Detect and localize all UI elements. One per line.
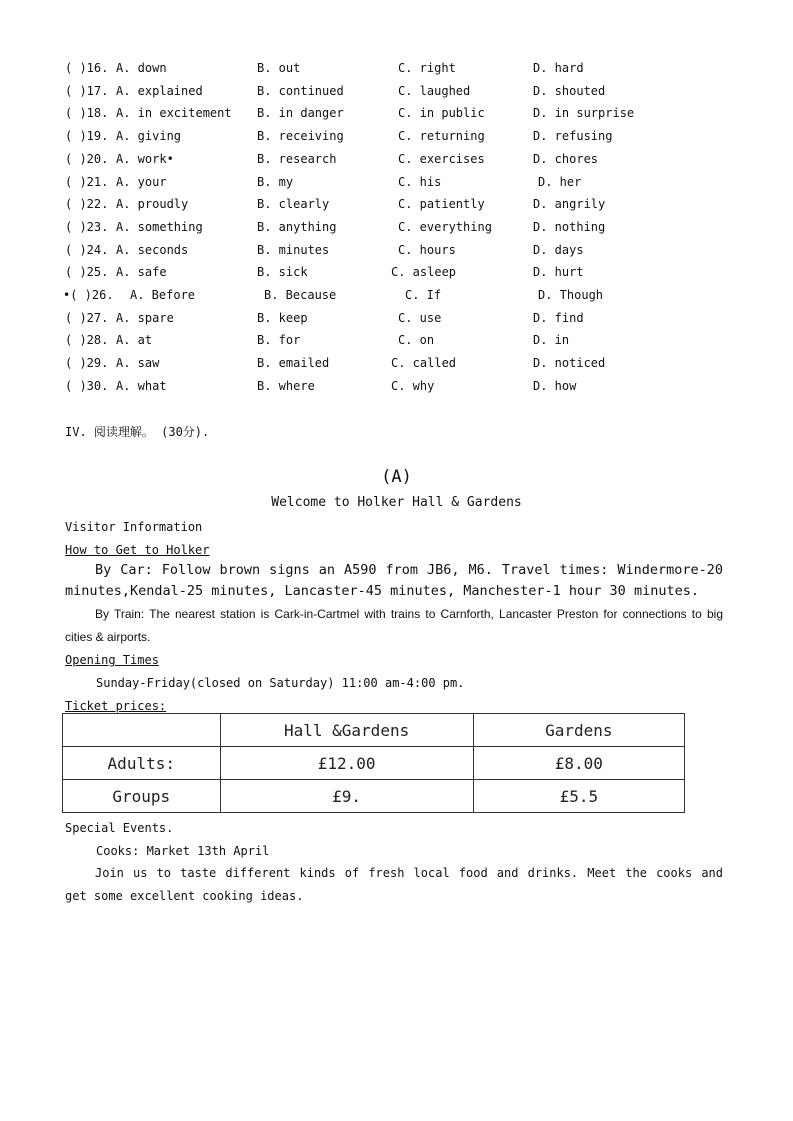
question-row xyxy=(0,330,793,350)
question-number: ( )20. xyxy=(65,151,109,166)
answer-option: C. returning xyxy=(398,129,485,144)
answer-option: B. clearly xyxy=(257,197,330,212)
passage-title: Welcome to Holker Hall & Gardens xyxy=(271,495,522,510)
answer-option: B. Because xyxy=(264,288,337,302)
answer-option: A. saw xyxy=(116,356,160,371)
ticket-price-table xyxy=(62,713,685,813)
question-number: ( )22. xyxy=(65,197,109,212)
question-row xyxy=(0,217,793,237)
answer-option: A. safe xyxy=(116,265,167,280)
answer-option: D. refusing xyxy=(533,129,613,144)
question-number: ( )23. xyxy=(65,219,109,234)
answer-option: C. why xyxy=(391,378,435,393)
question-number: ( )19. xyxy=(65,129,109,144)
answer-option: A. in excitement xyxy=(116,106,232,121)
section-heading: IV. 阅读理解。 (30分). xyxy=(65,425,210,439)
answer-option: B. my xyxy=(257,174,294,189)
question-row xyxy=(0,194,793,214)
answer-option: D. angrily xyxy=(533,197,606,212)
answer-option: C. on xyxy=(398,333,435,348)
answer-option: B. sick xyxy=(257,265,308,280)
special-events-heading: Special Events. xyxy=(65,821,174,835)
answer-option: A. proudly xyxy=(116,197,189,212)
question-row xyxy=(0,81,793,101)
answer-option: C. right xyxy=(398,61,456,75)
question-row xyxy=(0,285,793,305)
question-number: ( )24. xyxy=(65,242,109,257)
answer-option: A. Before xyxy=(130,288,196,302)
question-row xyxy=(0,172,793,192)
question-number: ( )18. xyxy=(65,106,109,121)
table-cell: £8.00 xyxy=(473,747,684,780)
by-car-paragraph: By Car: Follow brown signs an A590 from JB6, M6. Travel times: Windermore-20 minutes,Kendal-25 minutes, Lancaster-45 minutes, Manchester-1 hour 30 minutes. xyxy=(65,562,723,599)
question-number: ( )21. xyxy=(65,174,109,189)
answer-option: C. called xyxy=(391,356,457,371)
question-number: ( )16. xyxy=(65,61,109,75)
answer-option: A. giving xyxy=(116,129,182,144)
answer-option: C. patiently xyxy=(398,197,485,212)
by-train-paragraph: By Train: The nearest station is Cark-in-Cartmel with trains to Carnforth, Lancaster Preston for connections to big cities & airports. xyxy=(65,607,723,644)
table-header-cell: Hall &Gardens xyxy=(220,714,473,747)
answer-option: D. find xyxy=(533,310,584,325)
answer-option: B. keep xyxy=(257,310,308,325)
question-number: ( )17. xyxy=(65,83,109,98)
how-to-get-heading: How to Get to Holker xyxy=(65,543,210,557)
answer-option: D. in xyxy=(533,333,570,348)
answer-option: C. in public xyxy=(398,106,485,121)
answer-option: C. hours xyxy=(398,242,456,257)
answer-option: A. seconds xyxy=(116,242,189,257)
answer-option: C. his xyxy=(398,174,442,189)
answer-option: D. Though xyxy=(538,288,604,302)
answer-option: B. anything xyxy=(257,219,337,234)
table-cell: Adults: xyxy=(63,747,221,780)
answer-option: D. how xyxy=(533,378,577,393)
table-cell: £12.00 xyxy=(220,747,473,780)
question-number: ( )27. xyxy=(65,310,109,325)
answer-option: B. out xyxy=(257,61,301,75)
table-cell: Groups xyxy=(63,780,221,813)
passage-label: (A) xyxy=(381,467,412,487)
table-header-cell xyxy=(63,714,221,747)
question-number: ( )28. xyxy=(65,333,109,348)
opening-times-heading: Opening Times xyxy=(65,653,159,667)
answer-option: B. minutes xyxy=(257,242,330,257)
answer-option: A. down xyxy=(116,61,167,75)
answer-option: D. in surprise xyxy=(533,106,635,121)
visitor-information-heading: Visitor Information xyxy=(65,520,203,534)
answer-option: A. something xyxy=(116,219,203,234)
answer-option: A. spare xyxy=(116,310,174,325)
answer-option: A. explained xyxy=(116,83,203,98)
answer-option: C. asleep xyxy=(391,265,457,280)
question-number: ( )30. xyxy=(65,378,109,393)
answer-option: D. noticed xyxy=(533,356,606,371)
ticket-prices-heading: Ticket prices: xyxy=(65,699,167,713)
answer-option: A. your xyxy=(116,174,167,189)
answer-option: D. shouted xyxy=(533,83,606,98)
question-row xyxy=(0,58,793,78)
answer-option: C. If xyxy=(405,288,442,302)
event-description: Join us to taste different kinds of fresh local food and drinks. Meet the cooks and get some excellent cooking ideas. xyxy=(65,866,723,903)
table-header-row xyxy=(63,714,685,747)
answer-option: C. exercises xyxy=(398,151,485,166)
question-number: ( )29. xyxy=(65,356,109,371)
question-row xyxy=(0,126,793,146)
answer-option: B. continued xyxy=(257,83,344,98)
answer-option: D. nothing xyxy=(533,219,606,234)
answer-option: D. chores xyxy=(533,151,599,166)
answer-option: D. her xyxy=(538,174,582,189)
opening-times-text: Sunday-Friday(closed on Saturday) 11:00 am-4:00 pm. xyxy=(96,676,465,690)
answer-option: B. for xyxy=(257,333,301,348)
answer-option: B. receiving xyxy=(257,129,344,144)
question-number: ( )25. xyxy=(65,265,109,280)
question-row xyxy=(0,262,793,282)
answer-option: A. work• xyxy=(116,151,174,166)
answer-option: B. research xyxy=(257,151,337,166)
answer-option: D. hurt xyxy=(533,265,584,280)
answer-option: D. days xyxy=(533,242,584,257)
question-row xyxy=(0,103,793,123)
question-number: •( )26. xyxy=(63,288,114,302)
question-row xyxy=(0,308,793,328)
table-header-cell: Gardens xyxy=(473,714,684,747)
table-cell: £5.5 xyxy=(473,780,684,813)
answer-option: B. in danger xyxy=(257,106,344,121)
answer-option: A. at xyxy=(116,333,153,348)
answer-option: B. emailed xyxy=(257,356,330,371)
answer-option: C. laughed xyxy=(398,83,471,98)
answer-option: C. use xyxy=(398,310,442,325)
answer-option: A. what xyxy=(116,378,167,393)
answer-option: D. hard xyxy=(533,61,584,75)
question-row xyxy=(0,353,793,373)
answer-option: B. where xyxy=(257,378,315,393)
event-name: Cooks: Market 13th April xyxy=(96,844,270,858)
question-row xyxy=(0,149,793,169)
question-row xyxy=(0,376,793,396)
table-row xyxy=(63,747,685,780)
question-row xyxy=(0,240,793,260)
table-row xyxy=(63,780,685,813)
table-cell: £9. xyxy=(220,780,473,813)
answer-option: C. everything xyxy=(398,219,492,234)
